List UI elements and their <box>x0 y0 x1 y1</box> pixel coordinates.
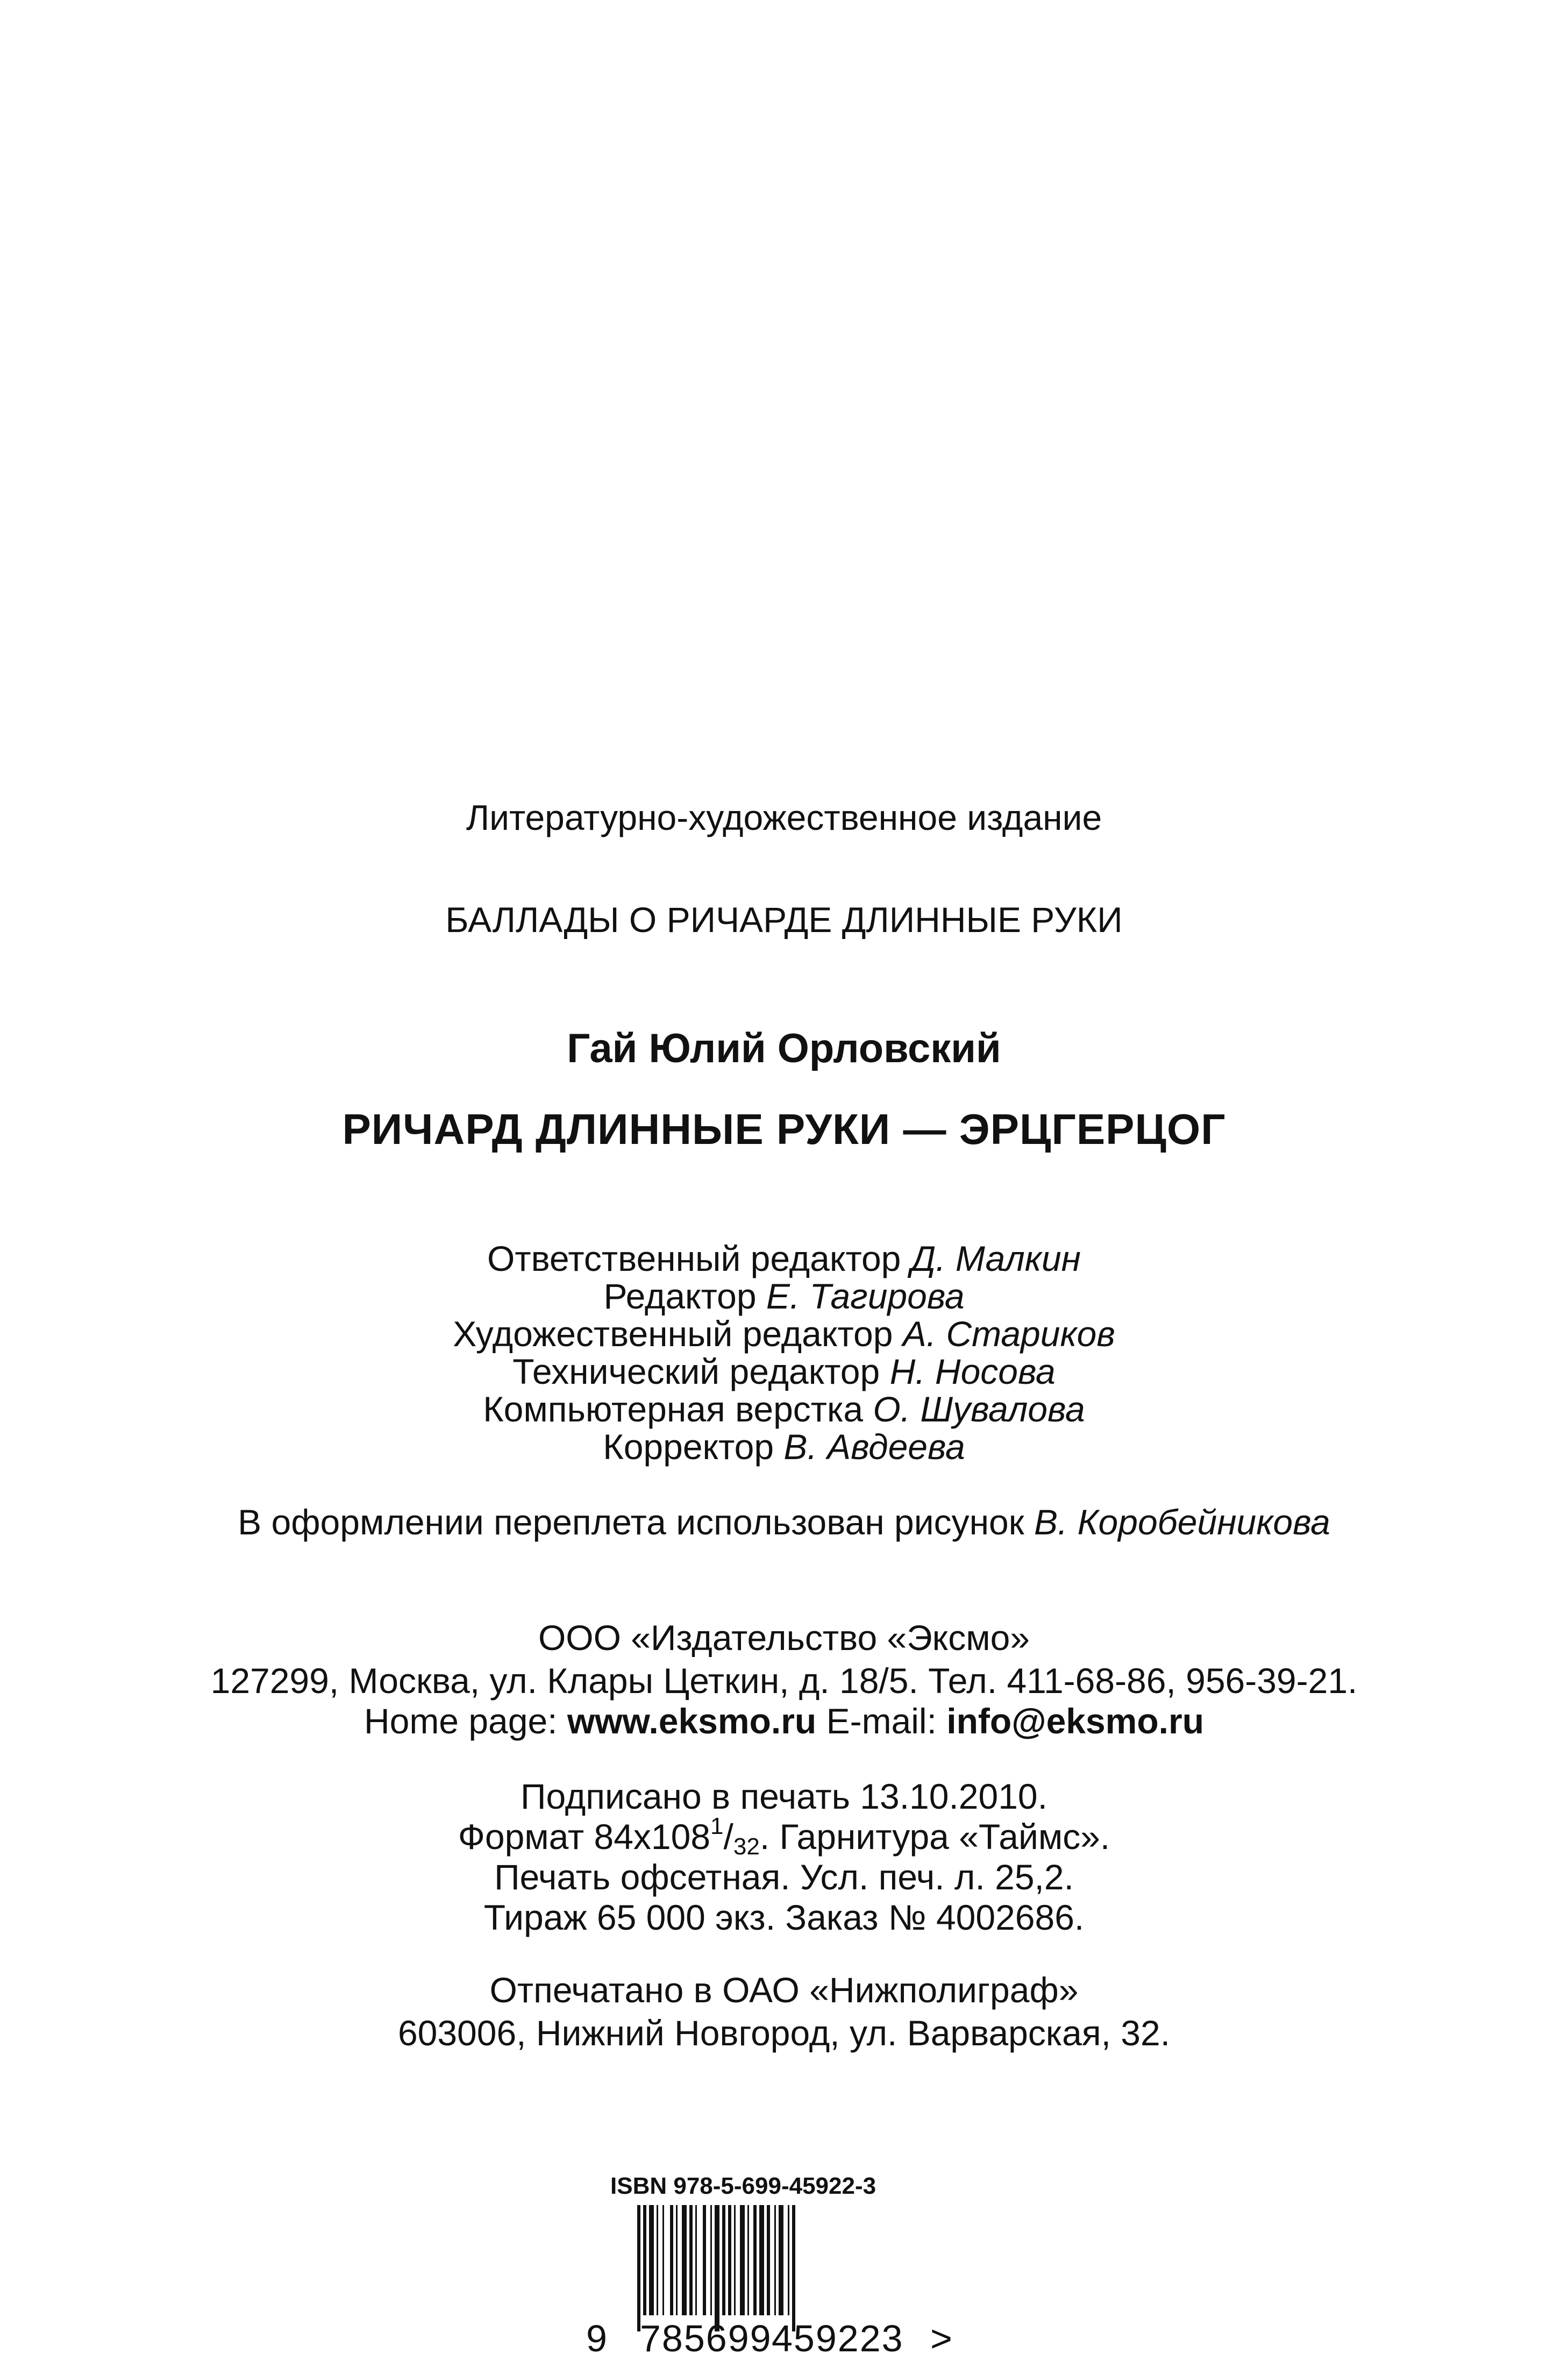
credit-line: Компьютерная верстка О. Шувалова <box>483 1389 1085 1429</box>
credit-line: Ответственный редактор Д. Малкин <box>487 1239 1081 1278</box>
publisher-contacts: Home page: www.eksmo.ru E-mail: info@eksmo.ru <box>364 1701 1204 1741</box>
barcode-left-digits: 785699 <box>640 2317 772 2359</box>
series-title: БАЛЛАДЫ О РИЧАРДЕ ДЛИННЫЕ РУКИ <box>445 900 1123 940</box>
cover-credit: В оформлении переплета использован рисунок В. Коробейникова <box>238 1502 1330 1542</box>
barcode-right-digits: 459223 <box>772 2317 904 2359</box>
homepage-link[interactable]: www.eksmo.ru <box>567 1701 817 1741</box>
barcode-arrow: > <box>930 2317 952 2359</box>
email-link[interactable]: info@eksmo.ru <box>946 1701 1204 1741</box>
printer-address: 603006, Нижний Новгород, ул. Варварская, 32. <box>397 2013 1171 2053</box>
printer-name: Отпечатано в ОАО «Нижполиграф» <box>489 1970 1079 2010</box>
barcode-icon <box>586 2200 941 2334</box>
author-name: Гай Юлий Орловский <box>567 1026 1001 1071</box>
edition-type: Литературно-художественное издание <box>466 798 1102 837</box>
publisher-address: 127299, Москва, ул. Клары Цеткин, д. 18/5. Тел. 411-68-86, 956-39-21. <box>210 1661 1358 1701</box>
credit-line: Технический редактор Н. Носова <box>512 1352 1056 1391</box>
run-line: Тираж 65 000 экз. Заказ № 4002686. <box>483 1897 1085 1937</box>
barcode-first-digit: 9 <box>586 2317 607 2359</box>
format-line: Формат $84x108^1/_{32}$. Гарнитура «Таймс». <box>458 1813 1110 1860</box>
credit-line: Художественный редактор А. Стариков <box>453 1314 1115 1354</box>
credit-line: Корректор В. Авдеева <box>603 1427 965 1467</box>
isbn-barcode <box>586 2173 963 2366</box>
signed-date: Подписано в печать 13.10.2010. <box>521 1776 1047 1816</box>
isbn-label: ISBN 978-5-699-45922-3 <box>610 2173 876 2199</box>
credit-line: Редактор Е. Тагирова <box>603 1276 965 1316</box>
printing-line: Печать офсетная. Усл. печ. л. 25,2. <box>494 1857 1074 1897</box>
publisher-name: ООО «Издательство «Эксмо» <box>538 1618 1030 1658</box>
book-title: РИЧАРД ДЛИННЫЕ РУКИ — ЭРЦГЕРЦОГ <box>342 1105 1226 1153</box>
